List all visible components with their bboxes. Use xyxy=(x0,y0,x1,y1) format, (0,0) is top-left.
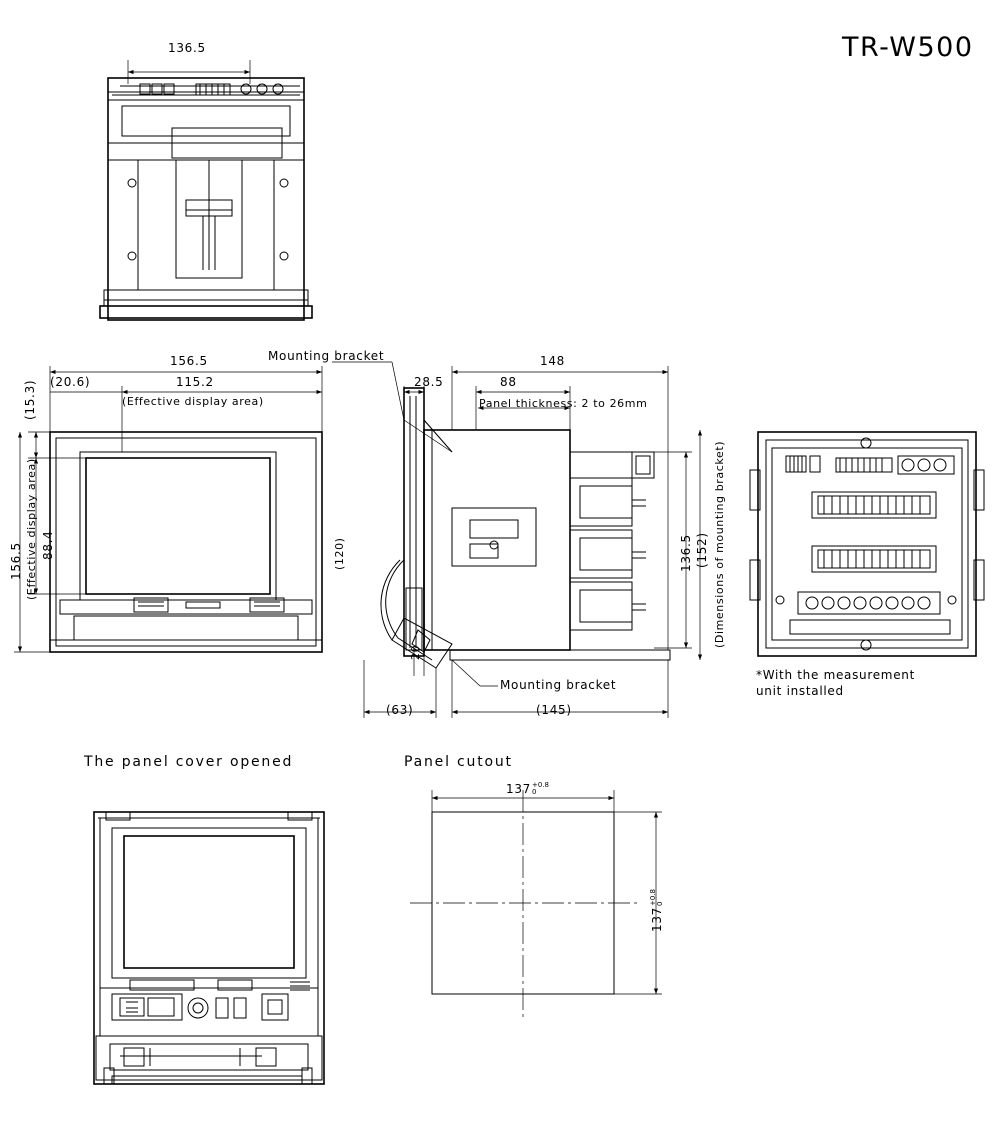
mounting-bracket-bottom-label: Mounting bracket xyxy=(500,678,617,692)
panel-cutout-width-tolerance xyxy=(532,782,549,797)
side-view-total-depth-dimension: 148 xyxy=(540,354,566,368)
side-view-cover-depth-dimension: (63) xyxy=(386,703,414,717)
side-view-dimensions xyxy=(332,362,700,718)
panel-cutout-height-dimension xyxy=(650,889,665,932)
side-view-bracket-height-dimension: 136.5 xyxy=(679,534,693,572)
side-view-cover-angle-dimension: (120) xyxy=(333,537,346,570)
panel-cutout-width-tol-upper: +0.8 xyxy=(532,781,550,789)
front-view-display-width-dimension: 115.2 xyxy=(176,375,214,389)
side-view-front-depth-dimension: 28.5 xyxy=(414,375,444,389)
front-view-display-width-note: (Effective display area) xyxy=(122,395,264,408)
top-view-geometry xyxy=(100,78,312,320)
front-view-display-height-note: (Effective display area) xyxy=(25,458,38,600)
panel-cutout-height-tol-lower: 0 xyxy=(656,901,665,906)
front-view-left-offset-a: (15.3) xyxy=(23,379,37,420)
drawing-title: TR-W500 xyxy=(842,32,974,63)
rear-view-note-line2: unit installed xyxy=(756,684,844,698)
panel-thickness-note: Panel thickness: 2 to 26mm xyxy=(479,397,648,410)
side-view-bracket-height-alt-dimension: (152) xyxy=(695,532,709,568)
top-view-width-dimension: 136.5 xyxy=(168,41,206,55)
panel-cutout-heading: Panel cutout xyxy=(404,754,513,770)
top-view-dimension-width xyxy=(128,60,250,84)
panel-cutout-height-tolerance xyxy=(650,889,665,906)
panel-cutout-width-tol-lower: 0 xyxy=(532,788,537,797)
front-view-display-height-dimension: 88.4 xyxy=(41,530,55,560)
rear-view-note-line1: *With the measurement xyxy=(756,668,915,682)
front-view-outer-width-dimension: 156.5 xyxy=(170,354,208,368)
panel-cutout-geometry xyxy=(410,790,665,1018)
front-view-outer-height-dimension: 156.5 xyxy=(9,542,23,580)
side-view-cover-small-dimension: 20 xyxy=(409,644,422,660)
panel-cutout-width-dimension xyxy=(506,782,549,797)
side-view-rear-depth-dimension: (145) xyxy=(536,703,572,717)
panel-cutout-height-value: 137 xyxy=(649,906,664,932)
panel-cover-opened-heading: The panel cover opened xyxy=(84,754,294,770)
panel-cover-opened-geometry xyxy=(94,812,324,1084)
rear-view-geometry xyxy=(750,432,984,656)
panel-cutout-height-tol-upper: +0.8 xyxy=(649,888,657,906)
front-view-geometry xyxy=(50,432,322,652)
mounting-bracket-top-label: Mounting bracket xyxy=(268,349,385,363)
front-view-left-offset-b: (20.6) xyxy=(50,375,91,389)
side-view-body-depth-dimension: 88 xyxy=(500,375,517,389)
panel-cutout-width-value: 137 xyxy=(506,781,532,796)
side-view-bracket-dimension-note: (Dimensions of mounting bracket) xyxy=(713,440,726,648)
